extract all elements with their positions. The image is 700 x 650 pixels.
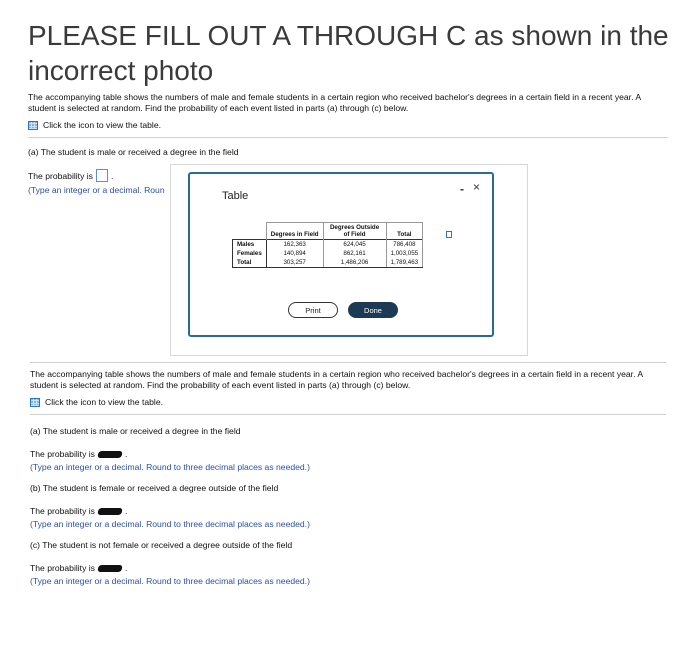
divider <box>30 362 666 363</box>
answer-hint: (Type an integer or a decimal. Roun <box>28 185 165 195</box>
table-row <box>233 258 423 268</box>
probability-row: The probability is . <box>28 170 114 181</box>
print-button[interactable]: Print <box>288 302 338 318</box>
bottom-question-panel <box>30 362 666 586</box>
table-cell: 862,161 <box>323 249 386 258</box>
view-table-label[interactable]: Click the icon to view the table. <box>43 120 161 130</box>
probability-label: The probability is <box>30 449 95 459</box>
part-a-question: (a) The student is male or received a degree in the field <box>28 147 239 157</box>
probability-row: The probability is . <box>30 506 128 516</box>
table-icon[interactable] <box>28 121 38 130</box>
done-button[interactable]: Done <box>348 302 398 318</box>
probability-row: The probability is . <box>30 563 128 573</box>
page-title: PLEASE FILL OUT A THROUGH C as shown in the incorrect photo <box>28 20 669 86</box>
view-table-link[interactable] <box>30 397 666 407</box>
column-header: Degrees Outside of Field <box>323 223 386 240</box>
table-cell: 303,257 <box>266 258 323 268</box>
copy-icon[interactable] <box>446 231 452 238</box>
table-row <box>233 240 423 250</box>
part-c-question: (c) The student is not female or received a degree outside of the field <box>30 540 293 550</box>
answer-hint: (Type an integer or a decimal. Round to three decimal places as needed.) <box>30 519 310 529</box>
column-header: Degrees in Field <box>266 223 323 240</box>
answer-hint: (Type an integer or a decimal. Round to three decimal places as needed.) <box>30 576 310 586</box>
divider <box>28 137 668 138</box>
table-cell: 140,894 <box>266 249 323 258</box>
table-cell: 1,003,055 <box>386 249 423 258</box>
part-b-question: (b) The student is female or received a degree outside of the field <box>30 483 279 493</box>
table-cell: 1,486,206 <box>323 258 386 268</box>
part-a-question: (a) The student is male or received a degree in the field <box>30 426 241 436</box>
popup-title: Table <box>222 190 249 202</box>
close-icon[interactable]: × <box>472 180 480 194</box>
table-popup <box>188 172 494 337</box>
view-table-link[interactable] <box>28 120 668 130</box>
table-cell: 1,789,463 <box>386 258 423 268</box>
row-label: Males <box>233 240 267 250</box>
redacted-answer <box>97 565 122 572</box>
probability-label: The probability is <box>30 506 95 516</box>
probability-label: The probability is <box>30 563 95 573</box>
row-label: Total <box>233 258 267 268</box>
minimize-icon[interactable]: - <box>460 182 464 196</box>
table-icon[interactable] <box>30 398 40 407</box>
divider <box>30 414 666 415</box>
table-row <box>233 249 423 258</box>
question-intro: The accompanying table shows the numbers of male and female students in a certain region who received bachelor's degrees in a certain field in a recent year. A student is selected at random. Find the probability of each event listed in parts (a) through (c) below. <box>30 369 643 390</box>
view-table-label[interactable]: Click the icon to view the table. <box>45 397 163 407</box>
table-corner <box>233 223 267 240</box>
answer-input[interactable] <box>96 169 108 182</box>
redacted-answer <box>97 451 122 458</box>
degrees-table <box>232 222 423 268</box>
probability-row: The probability is . <box>30 449 128 459</box>
table-cell: 786,408 <box>386 240 423 250</box>
column-header: Total <box>386 223 423 240</box>
question-intro: The accompanying table shows the numbers of male and female students in a certain region who received bachelor's degrees in a certain field in a recent year. A student is selected at random. Find the probability of each event listed in parts (a) through (c) below. <box>28 92 641 113</box>
probability-label: The probability is <box>28 170 93 181</box>
redacted-answer <box>97 508 122 515</box>
table-cell: 624,045 <box>323 240 386 250</box>
table-cell: 162,363 <box>266 240 323 250</box>
answer-hint: (Type an integer or a decimal. Round to three decimal places as needed.) <box>30 462 310 472</box>
row-label: Females <box>233 249 267 258</box>
